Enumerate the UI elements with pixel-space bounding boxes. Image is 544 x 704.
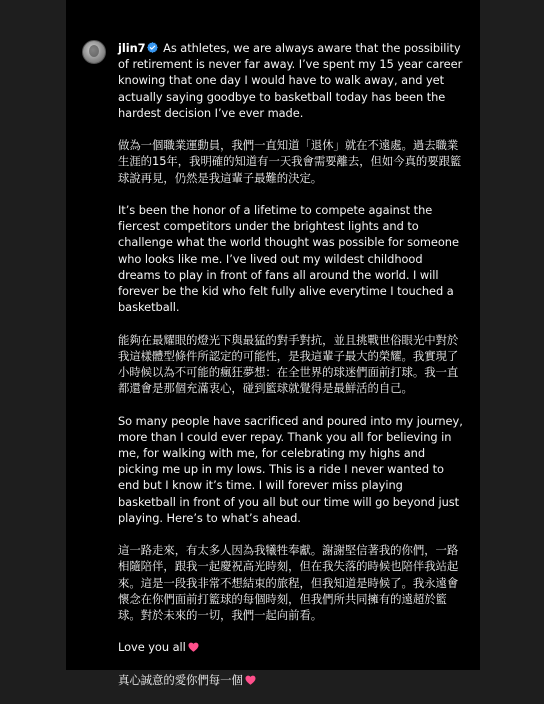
caption-paragraph-en-3: So many people have sacrificed and poured into my journey, more than I could ever repay. Thank you all for believing in me, for walking with me, for celebrating my highs and picking me up in my lows. This is a ride I never wanted to end but I know it’s time. I will forever miss playing basketball in front of you all but our time will go beyond just playing. Here’s to what’s ahead. xyxy=(118,413,463,525)
closing-en-text: Love you all xyxy=(118,640,186,655)
caption-paragraph-en-2: It’s been the honor of a lifetime to compete against the fiercest competitors under the brightest lights and to challenge what the world thought was possible for someone who looks like me. I’ve lived out my wildest childhood dreams to play in front of fans all around the world. I will forever be the kid who felt fully alive everytime I touched a basketball. xyxy=(118,203,459,315)
caption-paragraph-zh-1: 做為一個職業運動員，我們一直知道「退休」就在不遠處。過去職業生涯的15年，我明確的知道有一天我會需要離去，但如今真的要跟籃球說再見，仍然是我這輩子最難的決定。 xyxy=(118,138,462,185)
post-caption xyxy=(118,40,463,704)
caption-intro xyxy=(118,40,463,121)
profile-avatar[interactable] xyxy=(82,40,106,64)
caption-closing-en xyxy=(118,639,463,655)
username-link[interactable]: jlin7 xyxy=(118,41,146,55)
closing-zh-text: 真心誠意的愛你們每一個 xyxy=(118,672,243,687)
verified-badge-icon xyxy=(147,42,158,53)
caption-paragraph-zh-3: 這一路走來，有太多人因為我犧牲奉獻。謝謝堅信著我的你們，一路相隨陪伴，跟我一起慶祝高光時刻，但在我失落的時候也陪伴我站起來。這是一段我非常不想結束的旅程，但我知道是時候了。我永遠會懷念在你們面前打籃球的每個時刻，但我們所共同擁有的遠超於籃球。對於未來的一切，我們一起向前看。 xyxy=(118,543,459,623)
caption-closing-zh xyxy=(118,672,463,688)
caption-paragraph-zh-2: 能夠在最耀眼的燈光下與最猛的對手對抗，並且挑戰世俗眼光中對於我這樣體型條件所認定的可能性，是我這輩子最大的榮耀。我實現了小時候以為不可能的瘋狂夢想：在全世界的球迷們面前打球。我一直都還會是那個充滿衷心，碰到籃球就覺得是最鮮活的自己。 xyxy=(118,332,459,396)
caption-intro-text: As athletes, we are always aware that the possibility of retirement is never far away. I’ve spent my 15 year career knowing that one day I would have to walk away, and yet actually saying goodbye to basketball today has been the hardest decision I’ve ever made. xyxy=(118,41,463,120)
pink-heart-icon xyxy=(188,642,199,652)
pink-heart-icon xyxy=(245,675,256,685)
